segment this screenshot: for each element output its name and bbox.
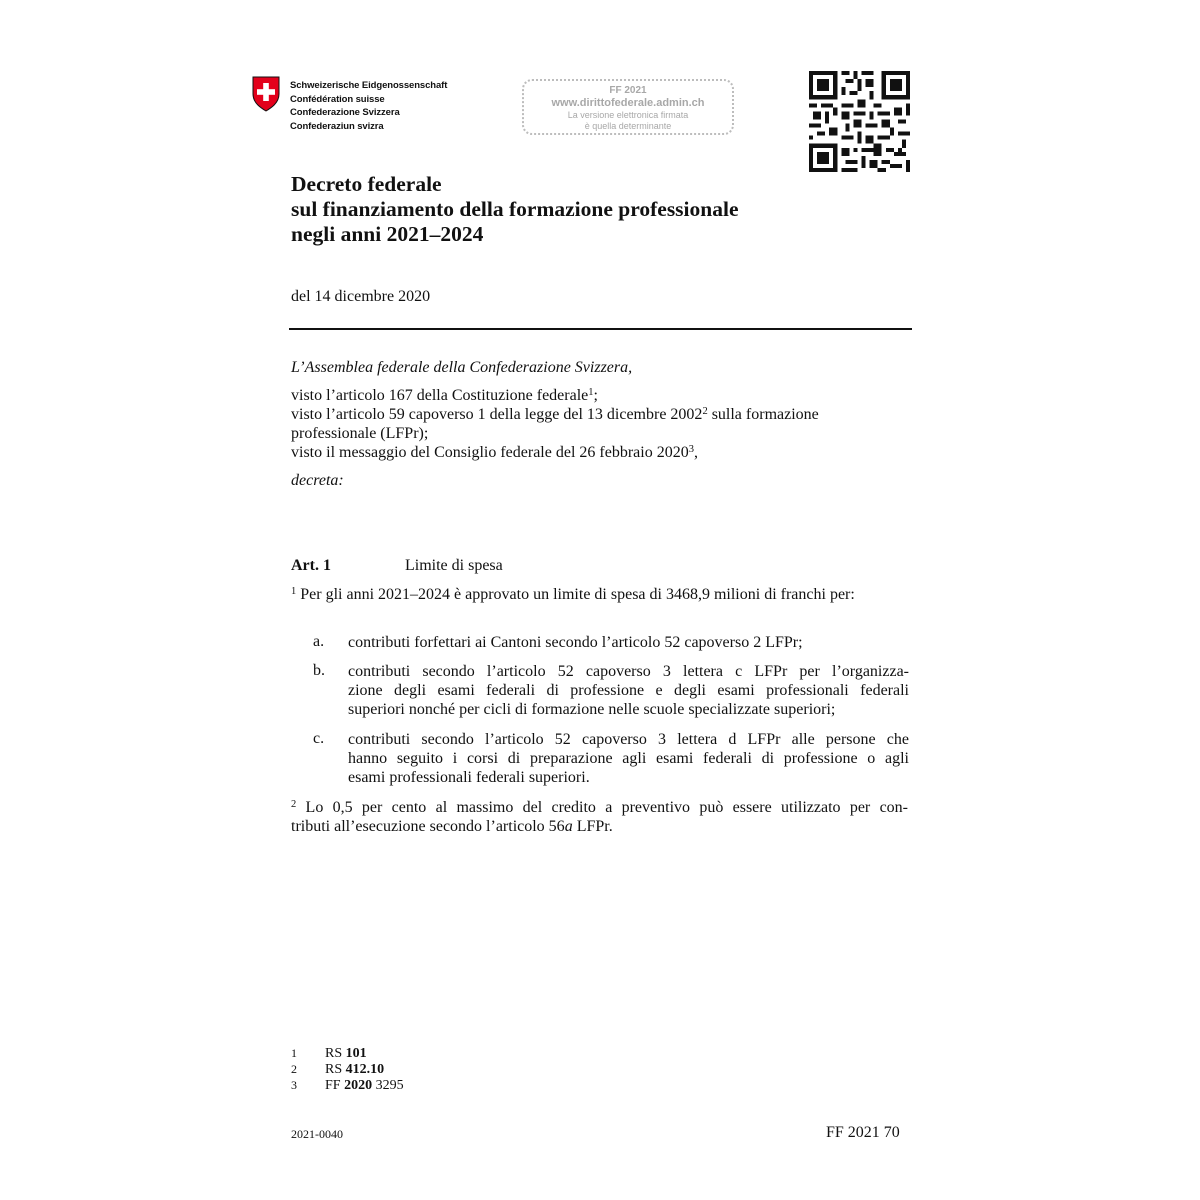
document-id: 2021-0040 (291, 1127, 343, 1141)
preamble-line-2-cont: sulla formazione (707, 406, 819, 423)
list-item-c-line-1: contributi secondo l’articolo 52 capoverso 3 lettera d LFPr alle persone che (348, 731, 909, 748)
footnote-number-1: 1 (291, 1046, 297, 1060)
footnote-ref-2[interactable]: 2 (702, 406, 708, 417)
footnote-3-prefix: FF (325, 1078, 345, 1093)
title-line-3: negli anni 2021–2024 (291, 222, 484, 246)
footnote-3-suffix: 3295 (372, 1078, 404, 1093)
preamble-authority: L’Assemblea federale della Confederazione Svizzera, (291, 359, 633, 376)
confederation-name (290, 79, 447, 133)
footnote-3 (325, 1078, 404, 1094)
preamble-line-1-end: ; (593, 387, 598, 404)
footnote-number-3: 3 (291, 1078, 297, 1092)
list-item-c-line-2: hanno seguito i corsi di preparazione agli esami federali di professione o agli (348, 750, 909, 767)
list-item-b-line-1: contributi secondo l’articolo 52 capoverso 3 lettera c LFPr per l’organizza- (348, 663, 909, 680)
preamble-line-3 (291, 443, 698, 462)
article-number: Art. 1 (291, 557, 331, 574)
title-divider (289, 328, 912, 330)
stamp-line-1: FF 2021 (609, 85, 647, 96)
list-item-c (348, 730, 909, 787)
list-item-b (348, 662, 909, 719)
list-item-b-line-2: zione degli esami federali di professione e degli esami professionali federali (348, 682, 909, 699)
list-item-b-line-3: superiori nonché per cicli di formazione nelle scuole specializzate superiori; (348, 701, 836, 718)
title-line-1: Decreto federale (291, 172, 442, 196)
list-item-letter-b: b. (313, 662, 325, 679)
footnote-2 (325, 1062, 384, 1078)
stamp-line-3: La versione elettronica firmata (567, 110, 689, 120)
document-date: del 14 dicembre 2020 (291, 288, 431, 305)
article-paragraph-1 (291, 585, 908, 604)
qr-code-icon (809, 71, 910, 172)
article-heading: Limite di spesa (405, 557, 503, 574)
list-item-c-line-3: esami professionali federali superiori. (348, 769, 590, 786)
stamp-line-4: è quella determinante (584, 121, 672, 131)
paragraph-2-line-1 (291, 798, 908, 817)
paragraph-number-2: 2 (291, 799, 297, 810)
list-item-letter-c: c. (313, 730, 325, 747)
stamp-line-2: www.dirittofederale.admin.ch (551, 97, 705, 109)
footnote-3-number: 2020 (344, 1078, 373, 1093)
title-line-2: sul finanziamento della formazione professionale (291, 197, 739, 221)
preamble-line-1 (291, 386, 598, 405)
preamble-line-3-text: visto il messaggio del Consiglio federale del 26 febbraio 2020 (291, 444, 689, 461)
confederation-line-rm: Confederaziun svizra (290, 120, 384, 132)
preamble-line-3-end: , (693, 444, 698, 461)
list-item-letter-a: a. (313, 633, 325, 650)
paragraph-number-1: 1 (291, 586, 297, 597)
paragraph-2-line-2 (291, 817, 908, 836)
list-item-a (348, 633, 909, 652)
footnote-2-prefix: RS (325, 1062, 346, 1077)
preamble-line-1-text: visto l’articolo 167 della Costituzione federale (291, 387, 589, 404)
footnote-1 (325, 1046, 367, 1062)
electronic-version-stamp (522, 79, 734, 135)
swiss-cross-icon (251, 76, 281, 112)
paragraph-2-line-2-end: LFPr. (572, 818, 613, 835)
list-item-a-line-1: contributi forfettari ai Cantoni secondo l’articolo 52 capoverso 2 LFPr; (348, 634, 803, 651)
footnote-number-2: 2 (291, 1062, 297, 1076)
preamble-line-2-text: visto l’articolo 59 capoverso 1 della legge del 13 dicembre 2002 (291, 406, 703, 423)
page-reference: FF 2021 70 (826, 1124, 900, 1141)
paragraph-2-line-1-text: Lo 0,5 per cento al massimo del credito a preventivo può essere utilizzato per con- (296, 799, 908, 816)
footnote-ref-1[interactable]: 1 (588, 387, 594, 398)
footnote-1-number: 101 (345, 1046, 367, 1061)
article-paragraph-2 (291, 798, 908, 836)
preamble-decree: decreta: (291, 472, 344, 489)
paragraph-1-text: Per gli anni 2021–2024 è approvato un limite di spesa di 3468,9 milioni di franchi per: (296, 586, 855, 603)
paragraph-2-line-2-text: tributi all’esecuzione secondo l’articolo 56 (291, 818, 565, 835)
preamble-line-2 (291, 405, 819, 424)
footnote-ref-3[interactable]: 3 (688, 444, 694, 455)
footnote-1-prefix: RS (325, 1046, 346, 1061)
confederation-line-de: Schweizerische Eidgenossenschaft (290, 80, 448, 91)
footnote-2-number: 412.10 (345, 1062, 385, 1077)
document-title (291, 172, 739, 247)
confederation-line-fr: Confédération suisse (290, 93, 385, 105)
paragraph-2-article-letter: a (564, 818, 573, 835)
confederation-line-it: Confederazione Svizzera (290, 107, 400, 118)
preamble-line-2-wrap: professionale (LFPr); (291, 425, 429, 442)
